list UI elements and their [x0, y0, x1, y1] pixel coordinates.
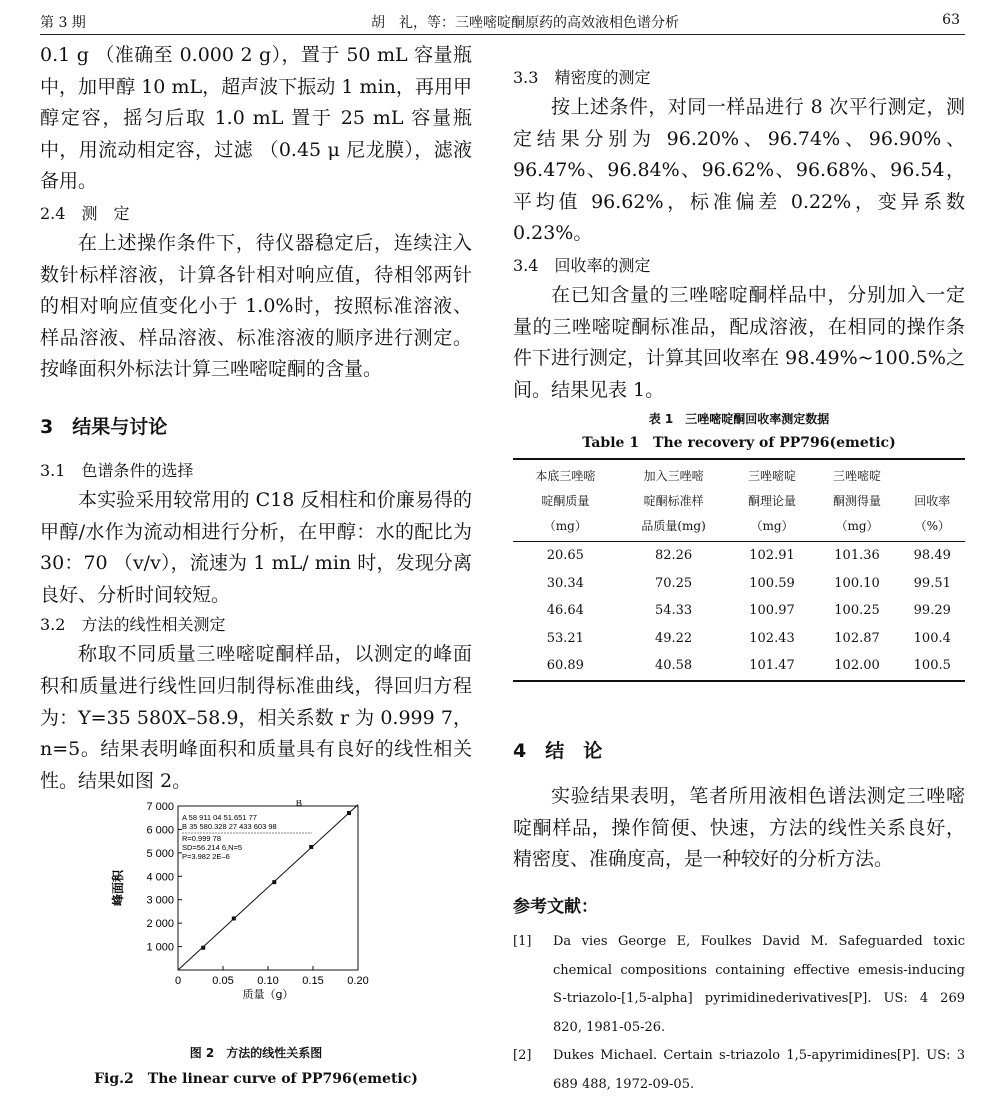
- para-3-2: 称取不同质量三唑嘧啶酮样品，以测定的峰面积和质量进行线性回归制得标准曲线，得回归方程为：Y=35 580X–58.9，相关系数 r 为 0.999 7，n=5。结果表明峰面积和质量具有良好的线性相关性。结果如图 2。: [40, 643, 472, 792]
- table-cell: 101.36: [834, 548, 880, 563]
- table-cell: 49.22: [654, 630, 693, 646]
- table-cell: 30.34: [546, 575, 584, 591]
- data-point: [201, 946, 205, 950]
- conclusion-section: [513, 736, 965, 917]
- issue-number: 第 3 期: [40, 15, 86, 31]
- section-4-heading: 4 结 论: [513, 740, 603, 762]
- table-header-line: （mg）: [543, 519, 587, 533]
- x-tick-label: 0.20: [347, 975, 369, 987]
- table-header-line: 品质量(mg): [641, 519, 706, 533]
- reference-number: [1]: [513, 934, 532, 949]
- table-row: [513, 652, 965, 681]
- table-cell: 99.29: [913, 603, 951, 618]
- table-row: [513, 625, 965, 653]
- table-header-line: 三唑嘧啶: [833, 469, 882, 483]
- x-tick-label: 0.15: [302, 975, 324, 987]
- table-header-cell: [513, 459, 618, 542]
- x-tick-label: 0.10: [257, 975, 279, 987]
- figure-2: [100, 800, 400, 1036]
- table-1-caption-cn: 表 1 三唑嘧啶酮回收率测定数据: [648, 412, 830, 426]
- page-number: 63: [942, 12, 960, 28]
- table-header-line: （mg）: [750, 519, 794, 533]
- reference-2: [513, 1042, 965, 1099]
- section-3-1-heading: 3.1 色谱条件的选择: [40, 460, 194, 480]
- section-3-heading: 3 结果与讨论: [40, 415, 168, 438]
- figure-2-caption-cn: 图 2 方法的线性关系图: [189, 1046, 323, 1060]
- para-3-3: 按上述条件，对同一样品进行 8 次平行测定，测定结果分别为 96.20%、96.74%、96.90%、96.47%、96.84%、96.62%、96.68%、96.54，平均值 96.62%，标准偏差 0.22%，变异系数 0.23%。: [513, 96, 965, 245]
- running-title: 胡 礼，等：三唑嘧啶酮原药的高效液相色谱分析: [371, 15, 679, 31]
- section-3-4-heading: 3.4 回收率的测定: [513, 255, 651, 275]
- x-tick-label: 0.05: [212, 975, 234, 987]
- para-2-4: 在上述操作条件下，待仪器稳定后，连续注入数针标样溶液，计算各针相对响应值，待相邻两针的相对响应值变化小于 1.0%时，按照标准溶液、样品溶液、样品溶液、标准溶液的顺序进行测定。按峰面积外标法计算三唑嘧啶酮的含量。: [40, 231, 472, 381]
- y-tick-label: 3 000: [146, 894, 174, 907]
- y-tick-label: 1 000: [146, 941, 174, 954]
- table-header-line: （mg）: [835, 519, 879, 533]
- table-cell: 60.89: [546, 658, 584, 673]
- table-cell: 40.58: [654, 658, 693, 673]
- legend-line: R=0.999 78: [182, 834, 221, 843]
- table-cell: 100.5: [913, 658, 951, 673]
- para-4: 实验结果表明，笔者所用液相色谱法测定三唑嘧啶酮样品，操作简便、快速，方法的线性关系良好，精密度、准确度高，是一种较好的分析方法。: [513, 785, 965, 871]
- table-cell: 102.91: [749, 548, 795, 563]
- figure-2-caption-en: Fig.2 The linear curve of PP796(emetic): [94, 1071, 418, 1087]
- y-tick-label: 5 000: [146, 847, 174, 860]
- reference-number: [2]: [513, 1048, 532, 1063]
- right-column: [513, 66, 965, 406]
- table-row: [513, 597, 965, 625]
- data-point: [309, 845, 313, 849]
- section-2-4-heading: 2.4 测 定: [40, 203, 130, 223]
- table-row: [513, 542, 965, 570]
- y-tick-label: 7 000: [146, 801, 174, 813]
- point-label: B: [296, 800, 303, 808]
- para-3-4: 在已知含量的三唑嘧啶酮样品中，分别加入一定量的三唑嘧啶酮标准品，配成溶液，在相同的操作条件下进行测定，计算其回收率在 98.49%~100.5%之间。结果见表 1。: [513, 283, 965, 401]
- references-list: [513, 928, 965, 1099]
- table-cell: 20.65: [546, 548, 584, 563]
- table-cell: 70.25: [654, 575, 693, 591]
- y-axis-label: 峰面积: [111, 869, 125, 907]
- table-cell: 99.51: [913, 575, 951, 591]
- table-header-cell: [730, 459, 815, 542]
- table-header-line: 回收率: [914, 494, 951, 508]
- linear-curve-chart: [100, 800, 400, 1036]
- table-cell: 53.21: [546, 630, 584, 646]
- table-cell: 98.49: [913, 548, 951, 563]
- table-cell: 100.4: [913, 630, 951, 646]
- table-body: [513, 542, 965, 681]
- y-tick-label: 4 000: [146, 871, 174, 884]
- legend-line: A 58 911 04 51.651 77: [182, 813, 257, 822]
- table-header-cell: [815, 459, 900, 542]
- data-point: [232, 916, 236, 920]
- references-heading: 参考文献：: [513, 896, 598, 917]
- table-header-row: [513, 459, 965, 542]
- legend-line: SD=56.214 6,N=5: [182, 843, 243, 852]
- table-cell: 100.10: [834, 575, 880, 591]
- table-cell: 102.00: [834, 658, 880, 673]
- table-cell: 82.26: [654, 548, 693, 563]
- x-tick-label: 0: [174, 975, 182, 987]
- table-header-line: 三唑嘧啶: [748, 469, 797, 483]
- y-tick-label: 2 000: [146, 918, 174, 931]
- y-tick-label: 6 000: [146, 824, 174, 837]
- section-3-2-heading: 3.2 方法的线性相关测定: [40, 615, 226, 635]
- table-cell: 46.64: [546, 603, 584, 618]
- table-cell: 101.47: [749, 658, 795, 673]
- reference-text: Dukes Michael. Certain s-triazolo 1,5-apyrimidines[P]. US: 3 689 488, 1972-09-05.: [553, 1048, 965, 1092]
- data-point: [347, 811, 351, 815]
- table-row: [513, 570, 965, 598]
- reference-1: [513, 928, 965, 1042]
- para-sample-prep: 0.1 g （准确至 0.000 2 g），置于 50 mL 容量瓶中，加甲醇 10 mL，超声波下振动 1 min，再用甲醇定容，摇匀后取 1.0 mL 置于 25 mL 容量瓶中，用流动相定容，过滤 （0.45 μ 尼龙膜），滤液备用。: [40, 44, 472, 193]
- table-1: [513, 458, 965, 682]
- table-header-line: 酮理论量: [748, 494, 797, 508]
- table-1-caption-en: Table 1 The recovery of PP796(emetic): [582, 435, 896, 451]
- table-cell: 100.25: [834, 603, 880, 618]
- left-column: [40, 40, 472, 797]
- table-header-line: [902, 464, 963, 489]
- table-header-cell: [618, 459, 730, 542]
- para-3-1: 本实验采用较常用的 C18 反相柱和价廉易得的甲醇/水作为流动相进行分析，在甲醇：水的配比为 30：70 （v/v），流速为 1 mL/ min 时，发现分离良好、分析时间较短。: [40, 488, 472, 606]
- table-cell: 102.43: [749, 630, 795, 646]
- table-header-line: 啶酮标准样: [643, 494, 704, 508]
- table-header-line: （%）: [914, 519, 950, 533]
- x-axis-label: 质量（g）: [242, 988, 294, 1001]
- header-rule: [40, 34, 965, 35]
- table-cell: 100.59: [749, 575, 795, 591]
- table-header-line: 加入三唑嘧: [643, 469, 704, 483]
- table-cell: 100.97: [749, 603, 795, 618]
- table-header-line: 啶酮质量: [541, 494, 590, 508]
- section-3-3-heading: 3.3 精密度的测定: [513, 68, 651, 87]
- table-header-cell: [900, 459, 965, 542]
- legend-line: P=3.982 2E–6: [182, 852, 230, 861]
- running-header: [40, 8, 960, 34]
- table-cell: 54.33: [654, 603, 693, 618]
- data-point: [272, 880, 276, 884]
- reference-text: Da vies George E, Foulkes David M. Safeguarded toxic chemical compositions containing effective emesis-inducing S-triazolo-[1,5-alpha] pyrimidinederivatives[P]. US: 4 269 820, 1981-05-26.: [553, 934, 965, 1035]
- table-cell: 102.87: [834, 630, 880, 646]
- table-header-line: 本底三唑嘧: [535, 469, 596, 483]
- table-header-line: 酮测得量: [833, 494, 882, 508]
- legend-line: B 35 580.328 27 433 603 98: [182, 822, 277, 831]
